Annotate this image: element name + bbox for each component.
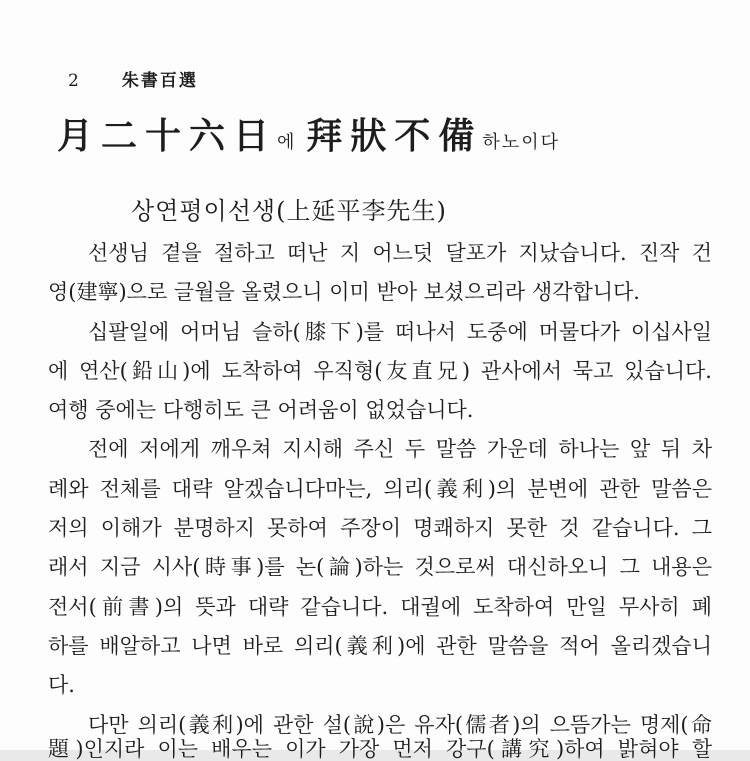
body-line: 다만 의리(義利)에 관한 설(說)은 유자(儒者)의 으뜸가는 명제(命 [88, 712, 712, 737]
body-line: 저의 이해가 분명하지 못하여 주장이 명쾌하지 못한 것 같습니다. 그 [48, 516, 712, 541]
letter-title-particle-2: 하노이다 [482, 132, 560, 153]
letter-title-hanja-closing: 拜狀不備 [306, 115, 483, 157]
body-line: 전에 저에게 깨우쳐 지시해 주신 두 말씀 가운데 하나는 앞 뒤 차 [88, 437, 712, 462]
letter-body [48, 234, 712, 745]
running-head [68, 66, 198, 91]
body-line: 선생님 곁을 절하고 떠난 지 어느덧 달포가 지났습니다. 진작 건 [88, 241, 712, 265]
body-line: 례와 전체를 대략 알겠습니다마는, 의리(義利)의 분변에 관한 말씀은 [48, 476, 712, 501]
clipped-bottom-line: 題)인지라 이는 배우는 이가 가장 먼저 강구(講究)하여 밝혀야 할 [48, 737, 712, 761]
body-line: 전서(前書)의 뜻과 대략 같습니다. 대궐에 도착하여 만일 무사히 폐 [48, 594, 712, 619]
page-number: 2 [68, 71, 80, 91]
letter-title [57, 108, 560, 159]
body-line: 다. [48, 673, 75, 698]
body-line: 하를 배알하고 나면 바로 의리(義利)에 관한 말씀을 적어 올리겠습니 [48, 633, 712, 658]
body-line: 에 연산(鉛山)에 도착하여 우직형(友直兄) 관사에서 묵고 있습니다. [48, 358, 712, 383]
book-title: 朱書百選 [121, 71, 198, 91]
section-heading: 상연평이선생(上延平李先生) [131, 197, 447, 225]
body-line: 영(建寧)으로 글월을 올렸으니 이미 받아 보셨으리라 생각합니다. [48, 280, 640, 305]
body-line: 여행 중에는 다행히도 큰 어려움이 없었습니다. [48, 398, 474, 423]
letter-title-particle-1: 에 [277, 132, 297, 153]
body-line: 십팔일에 어머님 슬하(膝下)를 떠나서 도중에 머물다가 이십사일 [88, 319, 712, 344]
letter-title-hanja-date: 月二十六日 [57, 115, 278, 157]
body-line: 래서 지금 시사(時事)를 논(論)하는 것으로써 대신하오니 그 내용은 [48, 555, 712, 580]
